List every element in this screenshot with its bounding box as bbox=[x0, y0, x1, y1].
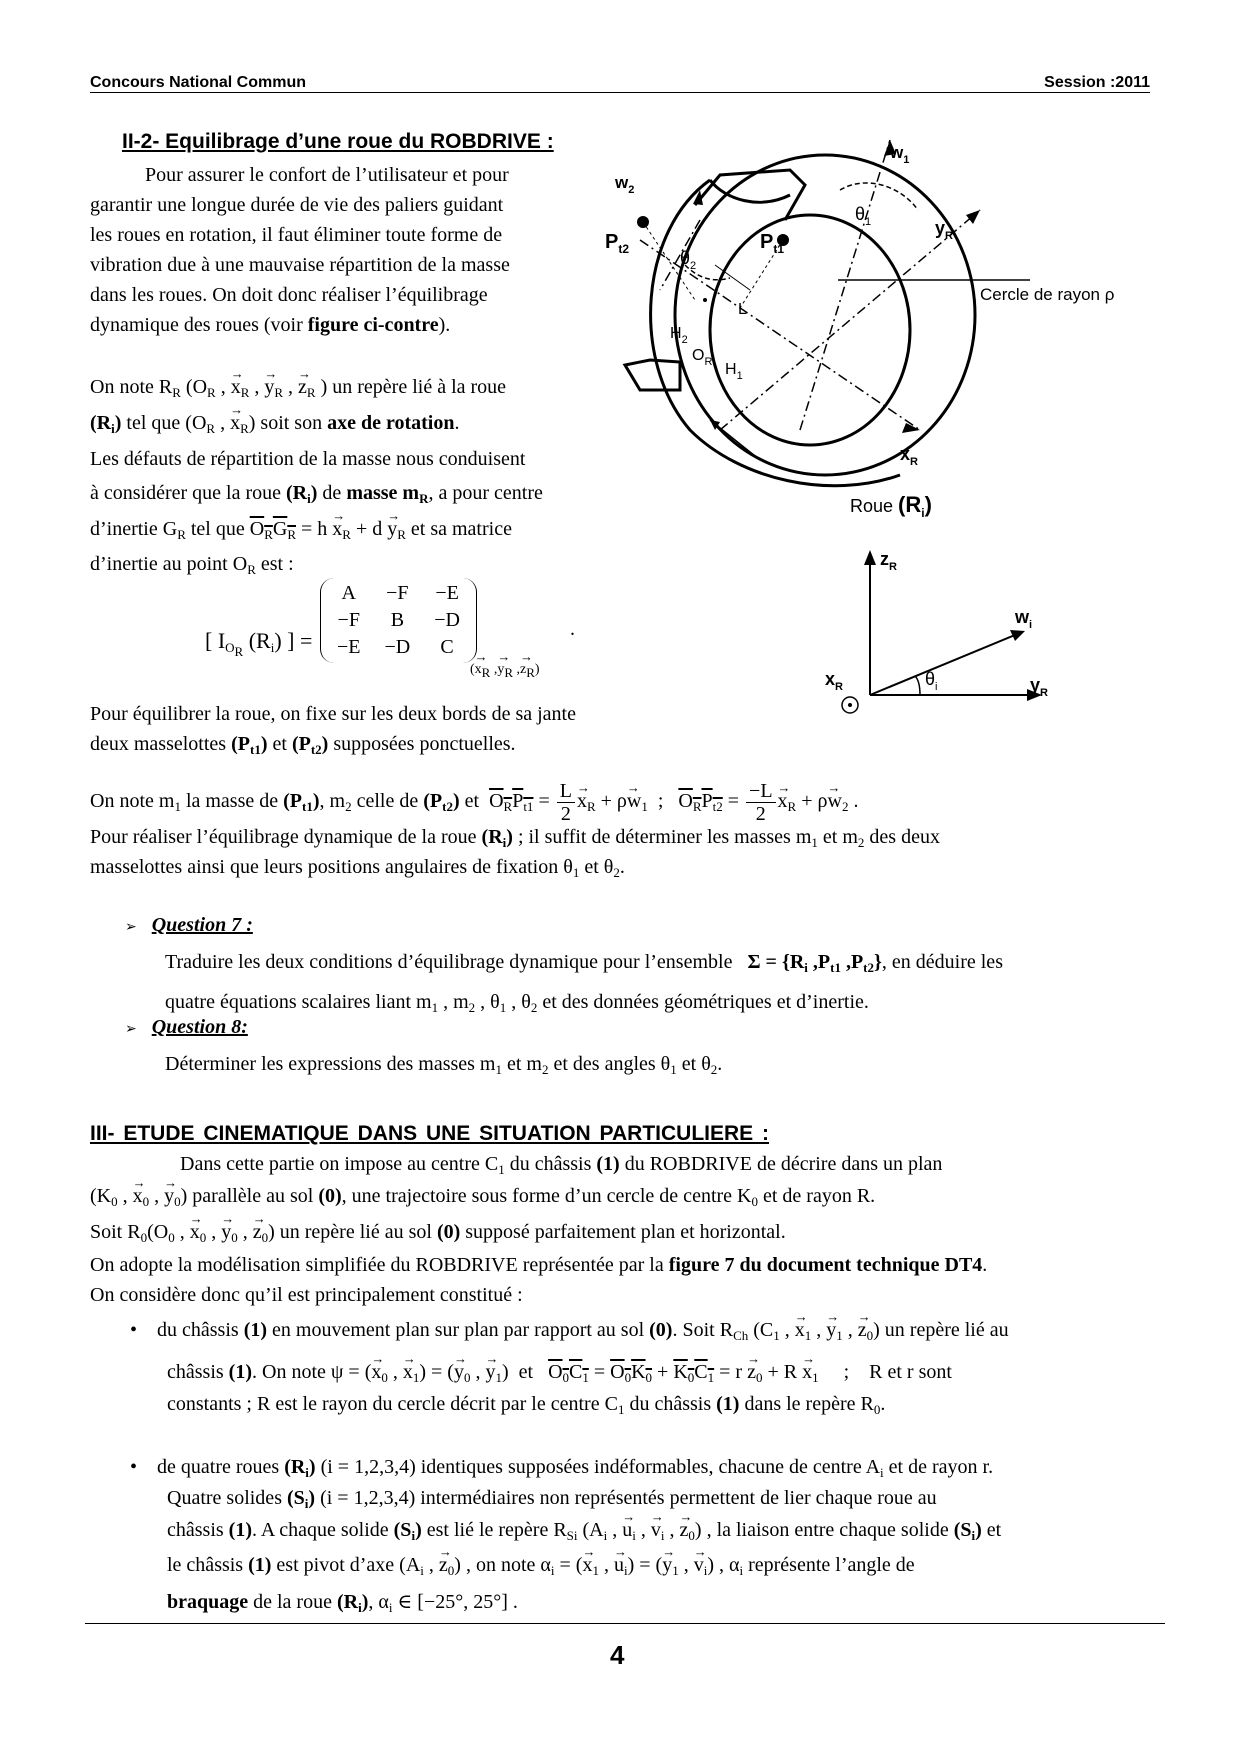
footer-rule bbox=[85, 1623, 1165, 1624]
rim-cut-left bbox=[625, 360, 680, 390]
bullet-2-line-3: châssis (1). A chaque solide $(S_i)$ est lié le repère $R_{Si}$ ($A_i$ , → $u_i$ , → $v_i$ , → $z_0$) , la liaison entre chaque solide $(S_i)$ et bbox=[167, 1518, 1001, 1548]
question-8-title: ➢ Question 8: bbox=[125, 1016, 248, 1038]
s3-line-2: ($K_0$ , → $x_0$ , → $y_0$) parallèle au sol (0), une trajectoire sous forme d’un cercle de centre $K_0$ et de rayon R. bbox=[90, 1184, 875, 1214]
bullet-2-line-4: le châssis (1) est pivot d’axe ($A_i$ , → $z_0$) , on note $\alpha_i$ = (→ $x_1$ , → $u_i$) = (→ $y_1$ , → $v_i$) , $\alpha_i$ représente l’angle de bbox=[167, 1553, 915, 1583]
label-thetai: $\theta_i$ bbox=[925, 669, 938, 693]
label-xr: $x_R$ bbox=[825, 669, 843, 693]
para1-line-4: vibration due à une mauvaise répartition de la masse bbox=[90, 254, 510, 276]
matrix-basis: (→ $x_R$ ,→ $y_R$ ,→ $z_R$) bbox=[470, 662, 540, 681]
matrix-cell: −E bbox=[435, 582, 459, 604]
label-L: L bbox=[738, 301, 747, 318]
inertia-matrix bbox=[320, 578, 477, 663]
label-wi: $w_i$ bbox=[1015, 607, 1033, 631]
matrix-cell: −F bbox=[386, 582, 409, 604]
label-w2: $w_2$ bbox=[615, 173, 635, 196]
para1-line-2: garantir une longue durée de vie des paliers guidant bbox=[90, 194, 504, 216]
para1-line-3: les roues en rotation, il faut éliminer toute forme de bbox=[90, 224, 503, 246]
matrix-cell: C bbox=[440, 636, 454, 658]
section-title-ii2: II-2- Equilibrage d’une roue du ROBDRIVE : bbox=[122, 130, 554, 153]
bullet-1-line-1: • du châssis (1) en mouvement plan sur plan par rapport au sol (0). Soit $R_{Ch}$ ($C_1$ , → $x_1$ , → $y_1$ , → $z_0$) un repère lié au bbox=[130, 1318, 1009, 1348]
label-theta2: $\theta_2$ bbox=[680, 248, 697, 272]
equilibrer-line-1: Pour équilibrer la roue, on fixe sur les deux bords de sa jante bbox=[90, 703, 576, 725]
rim-front-inner bbox=[710, 215, 910, 445]
para1-line-5: dans les roues. On doit donc réaliser l’équilibrage bbox=[90, 284, 488, 306]
bullet-1-line-2: châssis (1). On note ψ = (→ $x_0$ , → $x_1$) = (→ $y_0$ , → $y_1$) et $O_0C_1 = O_0K_0 + K_0C_1 = r \to z_0 + R \to x_1$ ; R et r sont bbox=[167, 1360, 952, 1390]
arc-theta1 bbox=[840, 183, 918, 210]
frame-rr-line: On note $R_R$ ($O_R$ , → $x_R$ , → $y_R$ , → $z_R$ ) un repère lié à la roue bbox=[90, 375, 506, 405]
matrix-cell: −D bbox=[434, 609, 460, 631]
label-pt1: $P_{t1}$ bbox=[760, 231, 785, 256]
label-yr: $y_R$ bbox=[935, 218, 953, 242]
s3-line-5: On considère donc qu’il est principalement constitué : bbox=[90, 1284, 523, 1306]
inertia-center-line: d’inertie $G_R$ tel que $O_RG_R = h \to x_R + d \to y_R$ et sa matrice bbox=[90, 517, 512, 547]
equilibrer-line-2: deux masselottes $(P_{t1})$ et $(P_{t2})$ supposées ponctuelles. bbox=[90, 733, 516, 757]
header-left: Concours National Commun bbox=[90, 74, 307, 91]
axes-figure bbox=[820, 545, 1080, 720]
label-roue: Roue $(R_i)$ bbox=[850, 492, 932, 520]
label-or: $O_R$ bbox=[692, 347, 713, 368]
axis-w1-line bbox=[800, 140, 890, 430]
matrix-cell: −F bbox=[337, 609, 360, 631]
page-number: 4 bbox=[610, 1640, 625, 1670]
inertia-matrix-label: [ $I_{O_R}$ $(R_i)$ ] = bbox=[205, 628, 313, 659]
section-title-iii: III- ETUDE CINEMATIQUE DANS UNE SITUATION PARTICULIERE : bbox=[90, 1122, 770, 1145]
matrix-cell: B bbox=[390, 609, 405, 631]
label-cercle: Cercle de rayon ρ bbox=[980, 285, 1115, 304]
matrix-cell: −E bbox=[337, 636, 361, 658]
header-right: Session :2011 bbox=[1044, 74, 1150, 91]
s3-line-3: Soit $R_0(O_0$ , → $x_0$ , → $y_0$ , → $z_0$) un repère lié au sol (0) supposé parfaitement plan et horizontal. bbox=[90, 1220, 786, 1250]
label-zr: $z_R$ bbox=[880, 549, 897, 573]
header-rule bbox=[90, 92, 1150, 93]
label-h1: $H_1$ bbox=[725, 361, 743, 382]
xr-out-dot bbox=[848, 703, 852, 707]
matrix-cell: −D bbox=[384, 636, 411, 658]
arc-thetai bbox=[915, 676, 920, 695]
masse-line: à considérer que la roue $(R_i)$ de masse $m_R$, a pour centre bbox=[90, 482, 543, 506]
realiser-line-2: masselottes ainsi que leurs positions angulaires de fixation $\theta_1$ et $\theta_2$. bbox=[90, 856, 625, 880]
s3-line-4: On adopte la modélisation simplifiée du ROBDRIVE représentée par la figure 7 du document technique DT4. bbox=[90, 1254, 988, 1276]
point-or bbox=[703, 298, 707, 302]
question-7-line-2: quatre équations scalaires liant $m_1$ , $m_2$ , $\theta_1$ , $\theta_2$ et des données géométriques et d’inertie. bbox=[165, 991, 869, 1015]
label-theta1: $\theta_1$ bbox=[855, 204, 872, 228]
question-7-title: ➢ Question 7 : bbox=[125, 914, 253, 936]
arrow-yr bbox=[966, 210, 980, 224]
axis-rotation-line: $(R_i)$ tel que ($O_R$ , → $x_R$) soit son axe de rotation. bbox=[90, 411, 460, 441]
matrix-cell: A bbox=[341, 582, 356, 604]
wheel-figure bbox=[600, 130, 1180, 530]
axis-wi bbox=[870, 635, 1015, 695]
bullet-2-line-5: braquage de la roue $(R_i)$, $\alpha_i$ ∈ [−25°, 25°] . bbox=[167, 1591, 518, 1615]
question-7-line-1: Traduire les deux conditions d’équilibrage dynamique pour l’ensemble $\Sigma = \{R_i$ $,P_{t1}$ $,P_{t2}$}, en déduire les bbox=[165, 951, 1003, 975]
para1-line-1: Pour assurer le confort de l’utilisateur et pour bbox=[145, 164, 509, 186]
realiser-line-1: Pour réaliser l’équilibrage dynamique de la roue $(R_i)$ ; il suffit de déterminer les masses $m_1$ et $m_2$ des deux bbox=[90, 826, 940, 850]
inertia-point-line: d’inertie au point $O_R$ est : bbox=[90, 553, 294, 577]
rim-front-outer bbox=[675, 155, 975, 475]
bullet-1-line-3: constants ; R est le rayon du cercle décrit par le centre $C_1$ du châssis (1) dans le repère $R_0$. bbox=[167, 1393, 886, 1417]
para1-line-6: dynamique des roues (voir figure ci-contre). bbox=[90, 314, 451, 336]
label-w1: $w_1$ bbox=[890, 143, 910, 166]
rim-outer-back bbox=[651, 180, 900, 486]
bullet-2-line-2: Quatre solides $(S_i) (i = 1,2,3,4)$ intermédiaires non représentés permettent de lier chaque roue au bbox=[167, 1487, 937, 1511]
label-xr: $x_R$ bbox=[900, 444, 918, 468]
s3-line-1: Dans cette partie on impose au centre $C_1$ du châssis (1) du ROBDRIVE de décrire dans un plan bbox=[180, 1153, 943, 1177]
masses-definition-line: On note $m_1$ la masse de $(P_{t1})$, $m_2$ celle de $(P_{t2})$ et $O_RP_{t1}$ = $\frac{L}{2}$ → $x_R + \rho\to w_1$ ; $O_RP_{t2}$ = $\frac{-L}{2}$ → $x_R + \rho\to w_2$ . bbox=[90, 780, 858, 825]
label-pt2: $P_{t2}$ bbox=[605, 231, 630, 256]
bullet-2-line-1: • de quatre roues $(R_i) (i = 1,2,3,4)$ identiques supposées indéformables, chacune de centre $A_i$ et de rayon r. bbox=[130, 1456, 994, 1480]
arrow-zr bbox=[864, 550, 876, 565]
question-8-line-1: Déterminer les expressions des masses $m_1$ et $m_2$ et des angles $\theta_1$ et $\theta_2$. bbox=[165, 1053, 723, 1077]
matrix-dot: . bbox=[570, 618, 575, 640]
defauts-line: Les défauts de répartition de la masse nous conduisent bbox=[90, 448, 526, 470]
label-h2: $H_2$ bbox=[670, 325, 688, 346]
label-yr: $y_R$ bbox=[1030, 675, 1048, 699]
